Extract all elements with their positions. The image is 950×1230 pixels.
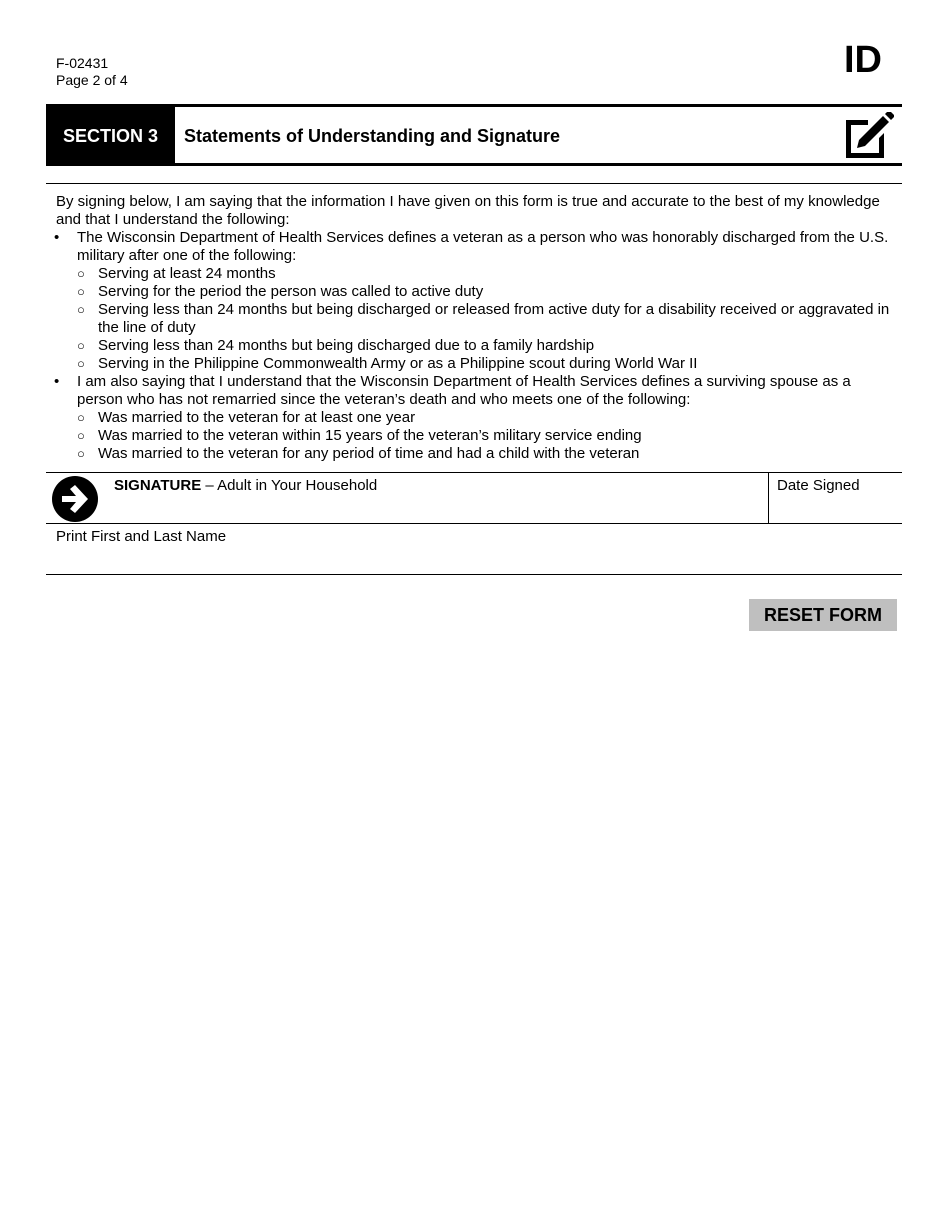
sub-list-item-text: Was married to the veteran for any period of time and had a child with the veteran — [98, 445, 640, 462]
bullet-icon: • — [54, 373, 60, 390]
circle-bullet-icon: ○ — [77, 338, 85, 353]
sub-list-item — [77, 283, 896, 301]
circle-bullet-icon: ○ — [77, 356, 85, 371]
signature-field[interactable] — [114, 477, 377, 495]
bullet-icon: • — [54, 229, 60, 246]
signature-label-bold: SIGNATURE — [114, 477, 202, 494]
signature-label-rest: – Adult in Your Household — [201, 477, 378, 494]
sub-list-item-text: Serving in the Philippine Commonwealth Army or as a Philippine scout during World War II — [98, 355, 698, 372]
circle-bullet-icon: ○ — [77, 284, 85, 299]
sub-list-item-text: Serving for the period the person was called to active duty — [98, 283, 484, 300]
list-item — [56, 373, 896, 463]
statements-intro: By signing below, I am saying that the information I have given on this form is true and accurate to the best of my knowledge and that I understand the following: — [56, 193, 880, 228]
divider — [46, 183, 902, 184]
form-code: ID — [844, 39, 882, 81]
circle-bullet-icon: ○ — [77, 446, 85, 461]
statements-block — [56, 193, 896, 463]
section-header — [46, 104, 902, 166]
sub-list-item — [77, 427, 896, 445]
sub-list-item — [77, 301, 896, 337]
print-name-field[interactable] — [46, 523, 902, 575]
list-item — [56, 229, 896, 373]
form-number: F-02431 — [56, 55, 109, 71]
form-number-block — [56, 55, 128, 89]
list-item-text: I am also saying that I understand that the Wisconsin Department of Health Services defines a surviving spouse as a person who has not remarried since the veteran’s death and who meets one of the following: — [77, 373, 851, 408]
circle-bullet-icon: ○ — [77, 302, 85, 317]
section-title: Statements of Understanding and Signature — [184, 126, 561, 146]
statements-list — [56, 229, 896, 463]
sub-list-item — [77, 265, 896, 283]
section-label: SECTION 3 — [46, 107, 175, 163]
sub-list-item — [77, 337, 896, 355]
date-signed-field[interactable] — [768, 473, 902, 523]
sub-list-item-text: Serving less than 24 months but being discharged or released from active duty for a disability received or aggravated in the line of duty — [98, 301, 890, 336]
list-item-text: The Wisconsin Department of Health Services defines a veteran as a person who was honorably discharged from the U.S. military after one of the following: — [77, 229, 889, 264]
sub-list-item — [77, 409, 896, 427]
page-info: Page 2 of 4 — [56, 72, 128, 88]
sub-list-item-text: Was married to the veteran within 15 years of the veteran’s military service ending — [98, 427, 642, 444]
sub-list-item — [77, 445, 896, 463]
sub-list — [77, 265, 896, 373]
sub-list-item-text: Was married to the veteran for at least one year — [98, 409, 416, 426]
sub-list — [77, 409, 896, 463]
print-name-label: Print First and Last Name — [56, 528, 227, 545]
reset-form-button[interactable]: RESET FORM — [749, 599, 897, 631]
circle-bullet-icon: ○ — [77, 428, 85, 443]
sub-list-item — [77, 355, 896, 373]
sub-list-item-text: Serving at least 24 months — [98, 265, 276, 282]
arrow-right-circle-icon — [52, 476, 98, 522]
date-signed-label: Date Signed — [777, 477, 860, 494]
circle-bullet-icon: ○ — [77, 266, 85, 281]
circle-bullet-icon: ○ — [77, 410, 85, 425]
signature-row — [46, 472, 902, 524]
sub-list-item-text: Serving less than 24 months but being discharged due to a family hardship — [98, 337, 595, 354]
edit-icon — [842, 112, 894, 160]
